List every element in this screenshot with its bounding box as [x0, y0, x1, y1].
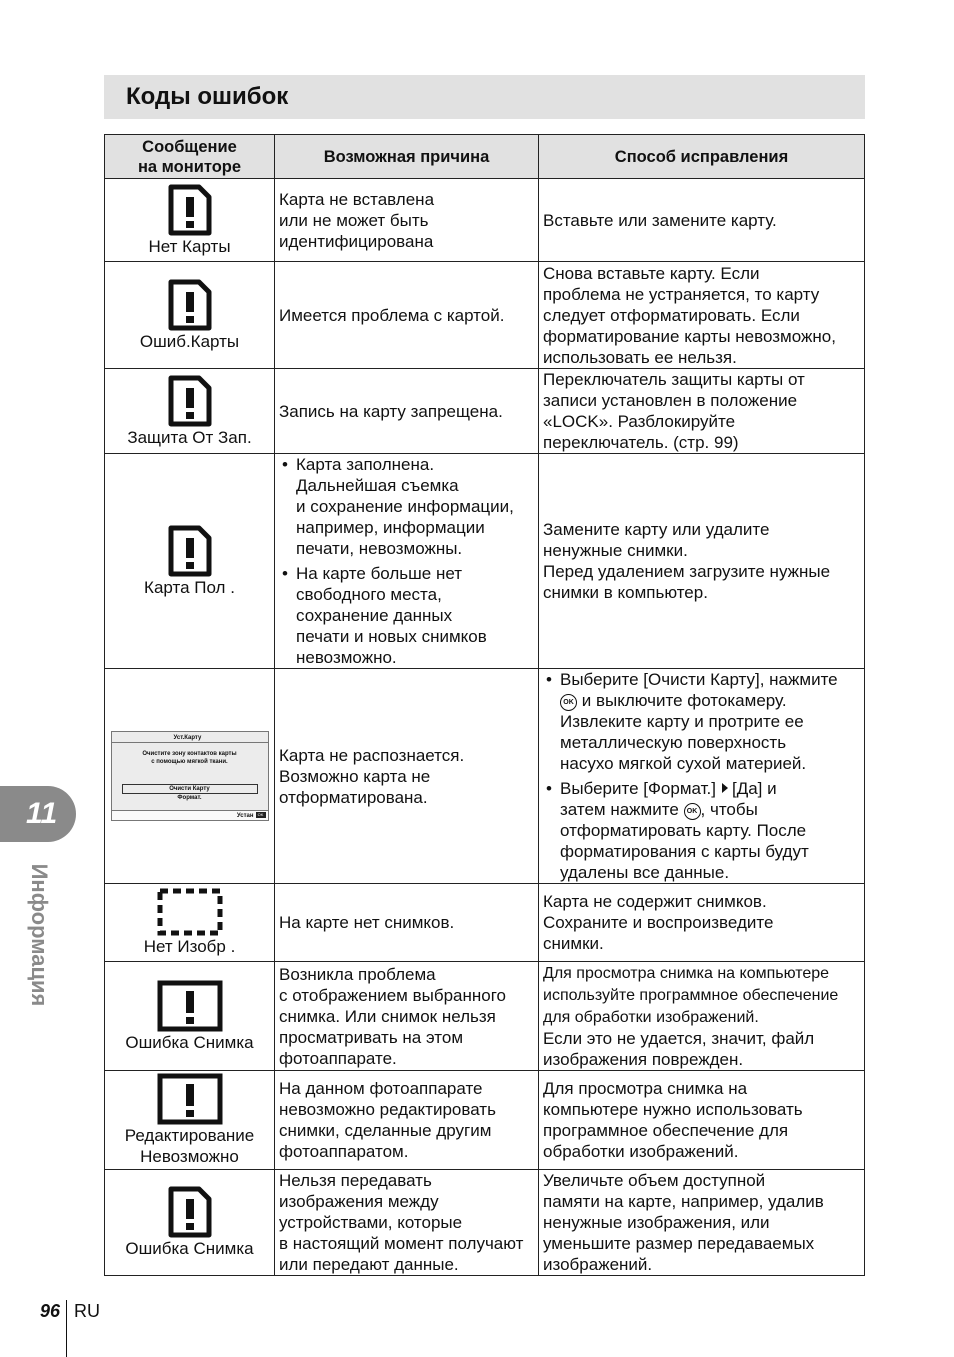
warning-icon: [168, 279, 212, 331]
chapter-number: 11: [26, 797, 58, 830]
ok-button-icon: OK: [684, 803, 701, 820]
header-message: Сообщение на мониторе: [105, 135, 275, 179]
message-text: Карта Пол .: [144, 577, 235, 597]
message-cell: [105, 1071, 275, 1170]
table-row: [105, 179, 865, 262]
message-cell: [105, 884, 275, 962]
fix-cell: Замените карту или удалите ненужные снимки. Перед удалением загрузите нужные снимки в компьютер.: [539, 454, 865, 669]
header-cause: Возможная причина: [275, 135, 539, 179]
fix-cell: [539, 669, 865, 884]
message-text: Защита От Зап.: [127, 427, 252, 447]
screen-option-format: Формат.: [177, 795, 202, 801]
message-cell: [105, 1170, 275, 1276]
message-text: Ошибка Снимка: [125, 1032, 254, 1052]
cause-cell: Карта не распознается. Возможно карта не отформатирована.: [275, 669, 539, 884]
table-row: [105, 454, 865, 669]
message-cell: [105, 962, 275, 1071]
warning-icon: [168, 184, 212, 236]
cause-cell: На карте нет снимков.: [275, 884, 539, 962]
fix-cell: Увеличьте объем доступной памяти на карте, например, удалив ненужные изображения, или уменьшите размер передаваемых изображений.: [539, 1170, 865, 1276]
language-code: RU: [74, 1301, 100, 1321]
arrow-right-icon: [722, 783, 728, 793]
warning-icon: [168, 525, 212, 577]
cause-cell: Нельзя передавать изображения между устройствами, которые в настоящий момент получают или передают данные.: [275, 1170, 539, 1276]
table-header-row: [105, 135, 865, 179]
footer-divider: [66, 1300, 67, 1357]
warning-icon: [168, 375, 212, 427]
table-row: [105, 669, 865, 884]
fix-cell: Для просмотра снимка на компьютере используйте программное обеспечение для обработки изображений. Если это не удается, значит, файл изображения поврежден.: [539, 962, 865, 1071]
fix-cell: Вставьте или замените карту.: [539, 179, 865, 262]
message-cell: [105, 669, 275, 884]
fix-cell: Для просмотра снимка на компьютере нужно использовать программное обеспечение для обработки изображений.: [539, 1071, 865, 1170]
list-item: • Выберите [Формат.] [Да] и затем нажмите OK , чтобы отформатировать карту. После форматирования с карты будут удалены все данные.: [546, 779, 809, 882]
cause-cell: Возникла проблема с отображением выбранного снимка. Или снимок нельзя просматривать на этом фотоаппарате.: [275, 962, 539, 1071]
message-cell: [105, 179, 275, 262]
fix-cell: Карта не содержит снимков. Сохраните и воспроизведите снимки.: [539, 884, 865, 962]
screen-option-clean: Очисти Карту: [122, 784, 258, 794]
card-setup-screen: [111, 731, 269, 821]
cause-cell: Запись на карту запрещена.: [275, 369, 539, 454]
chapter-label-box: [19, 850, 59, 1020]
screen-text: Очистите зону контактов карты с помощью мягкой ткани.: [142, 751, 237, 765]
warning-icon: [168, 1186, 212, 1238]
screen-set-label: Устан: [236, 813, 254, 819]
table-row: [105, 1170, 865, 1276]
page-number: 96: [40, 1301, 61, 1321]
ok-button-icon: OK: [256, 812, 266, 818]
no-image-icon: [157, 888, 223, 936]
header-fix: Способ исправления: [539, 135, 865, 179]
warning-icon: [157, 1073, 223, 1125]
cause-cell: На данном фотоаппарате невозможно редактировать снимки, сделанные другим фотоаппаратом.: [275, 1071, 539, 1170]
cause-cell: Имеется проблема с картой.: [275, 262, 539, 369]
table-row: [105, 369, 865, 454]
ok-button-icon: OK: [560, 694, 577, 711]
message-text: Ошибка Снимка: [125, 1239, 254, 1258]
page-title: Коды ошибок: [126, 83, 289, 110]
cause-cell: [275, 454, 539, 669]
chapter-label: Информация: [27, 863, 52, 1007]
fix-cell: Переключатель защиты карты от записи установлен в положение «LOCK». Разблокируйте переключатель. (стр. 99): [539, 369, 865, 454]
cause-cell: Карта не вставлена или не может быть идентифицирована: [275, 179, 539, 262]
list-item: • На карте больше нет свободного места, сохранение данных печати и новых снимков невозможно.: [282, 564, 487, 667]
message-cell: [105, 454, 275, 669]
message-text: Ошиб.Карты: [139, 331, 240, 351]
screen-bottom-bar: [112, 810, 268, 820]
message-text: Редактирование Невозможно: [124, 1126, 255, 1166]
table-row: [105, 884, 865, 962]
list-item: • Выберите [Очисти Карту], нажмите OK и выключите фотокамеру. Извлеките карту и протрите ее металлическую поверхность насухо мягкой сухой материей.: [546, 670, 838, 773]
cause-list: [279, 454, 534, 668]
screen-title: Уст.Карту: [173, 735, 202, 741]
fix-list: [543, 669, 860, 883]
message-text: Нет Карты: [148, 236, 231, 256]
table-row: [105, 962, 865, 1071]
warning-icon: [157, 980, 223, 1032]
table-row: [105, 262, 865, 369]
list-item: • Карта заполнена. Дальнейшая съемка и сохранение информации, например, информации печати, невозможны.: [282, 455, 514, 558]
fix-cell: Снова вставьте карту. Если проблема не устраняется, то карту следует отформатировать. Если форматирование карты невозможно, использовать ее нельзя.: [539, 262, 865, 369]
table-row: [105, 1071, 865, 1170]
title-bar: [104, 75, 865, 119]
message-cell: [105, 262, 275, 369]
error-codes-table: [104, 134, 865, 1276]
message-text: Нет Изобр .: [143, 937, 236, 956]
message-cell: [105, 369, 275, 454]
